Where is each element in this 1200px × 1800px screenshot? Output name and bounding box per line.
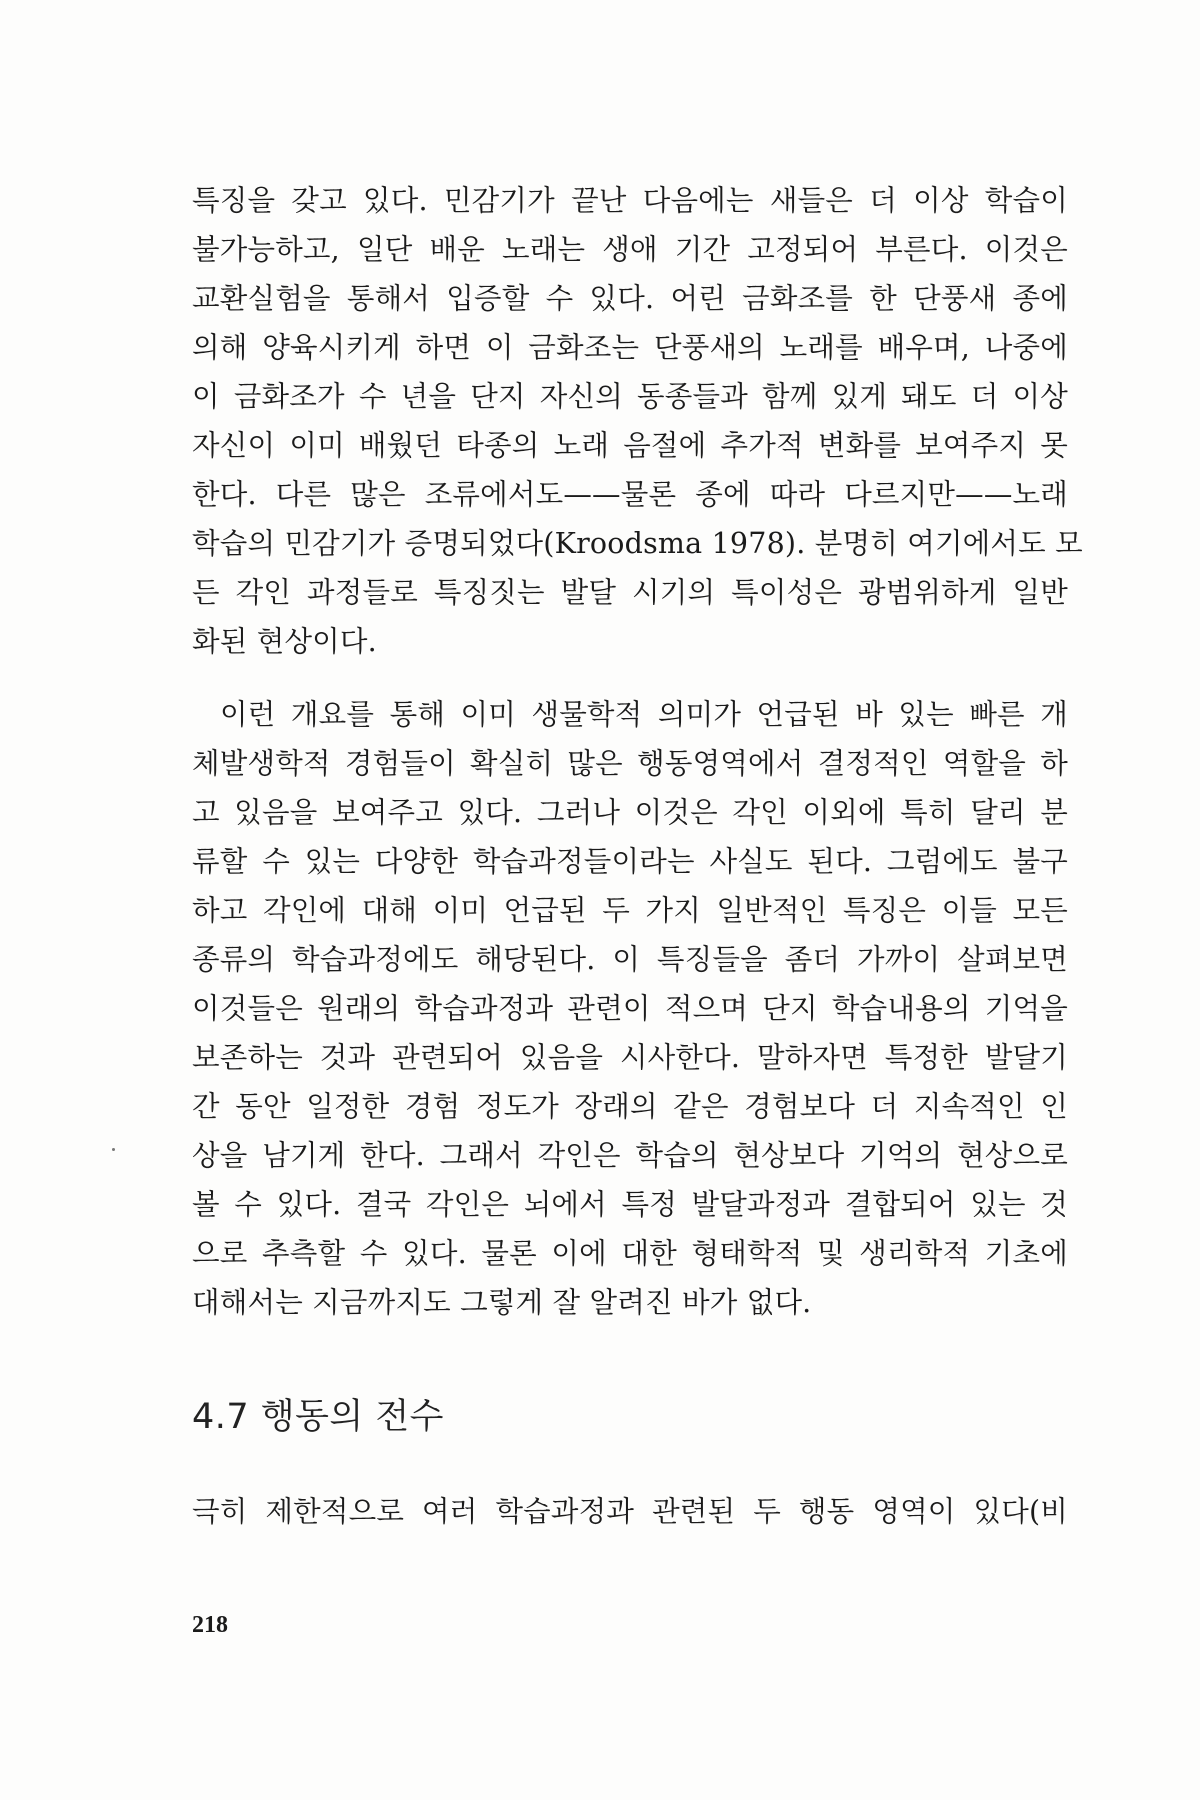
paragraph-3 — [192, 1487, 1068, 1536]
text-line: 교환실험을 통해서 입증할 수 있다. 어린 금화조를 한 단풍새 종에 — [192, 282, 1068, 315]
text-line: 체발생학적 경험들이 확실히 많은 행동영역에서 결정적인 역할을 하 — [192, 747, 1068, 780]
text-line: 학습의 민감기가 증명되었다(Kroodsma 1978). 분명히 여기에서도 모 — [192, 527, 1083, 560]
text-line: 이 금화조가 수 년을 단지 자신의 동종들과 함께 있게 돼도 더 이상 — [192, 380, 1068, 413]
text-line: 자신이 이미 배웠던 타종의 노래 음절에 추가적 변화를 보여주지 못 — [192, 429, 1068, 462]
text-line: 극히 제한적으로 여러 학습과정과 관련된 두 행동 영역이 있다(비 — [192, 1495, 1068, 1528]
text-line: 보존하는 것과 관련되어 있음을 시사한다. 말하자면 특정한 발달기 — [192, 1041, 1068, 1074]
paragraph-2 — [192, 690, 1068, 1327]
scan-speck — [112, 1148, 115, 1151]
text-line: 고 있음을 보여주고 있다. 그러나 이것은 각인 이외에 특히 달리 분 — [192, 796, 1068, 829]
section-heading: 4.7 행동의 전수 — [192, 1397, 444, 1437]
text-line: 상을 남기게 한다. 그래서 각인은 학습의 현상보다 기억의 현상으로 — [192, 1139, 1068, 1172]
text-line: 간 동안 일정한 경험 정도가 장래의 같은 경험보다 더 지속적인 인 — [192, 1090, 1068, 1123]
text-line: 볼 수 있다. 결국 각인은 뇌에서 특정 발달과정과 결합되어 있는 것 — [192, 1188, 1068, 1221]
text-line: 화된 현상이다. — [192, 625, 377, 658]
text-line: 이런 개요를 통해 이미 생물학적 의미가 언급된 바 있는 빠른 개 — [220, 698, 1068, 731]
text-line: 으로 추측할 수 있다. 물론 이에 대한 형태학적 및 생리학적 기초에 — [192, 1237, 1068, 1270]
text-line: 종류의 학습과정에도 해당된다. 이 특징들을 좀더 가까이 살펴보면 — [192, 943, 1068, 976]
text-line: 특징을 갖고 있다. 민감기가 끝난 다음에는 새들은 더 이상 학습이 — [192, 184, 1068, 217]
text-line: 한다. 다른 많은 조류에서도——물론 종에 따라 다르지만——노래 — [192, 478, 1068, 511]
text-line: 대해서는 지금까지도 그렇게 잘 알려진 바가 없다. — [192, 1286, 812, 1319]
text-line: 이것들은 원래의 학습과정과 관련이 적으며 단지 학습내용의 기억을 — [192, 992, 1068, 1025]
paragraph-1 — [192, 176, 1083, 666]
text-line: 류할 수 있는 다양한 학습과정들이라는 사실도 된다. 그럼에도 불구 — [192, 845, 1068, 878]
text-line: 의해 양육시키게 하면 이 금화조는 단풍새의 노래를 배우며, 나중에 — [192, 331, 1068, 364]
page-number: 218 — [192, 1612, 228, 1638]
text-line: 든 각인 과정들로 특징짓는 발달 시기의 특이성은 광범위하게 일반 — [192, 576, 1068, 609]
text-line: 불가능하고, 일단 배운 노래는 생애 기간 고정되어 부른다. 이것은 — [192, 233, 1068, 266]
text-line: 하고 각인에 대해 이미 언급된 두 가지 일반적인 특징은 이들 모든 — [192, 894, 1068, 927]
